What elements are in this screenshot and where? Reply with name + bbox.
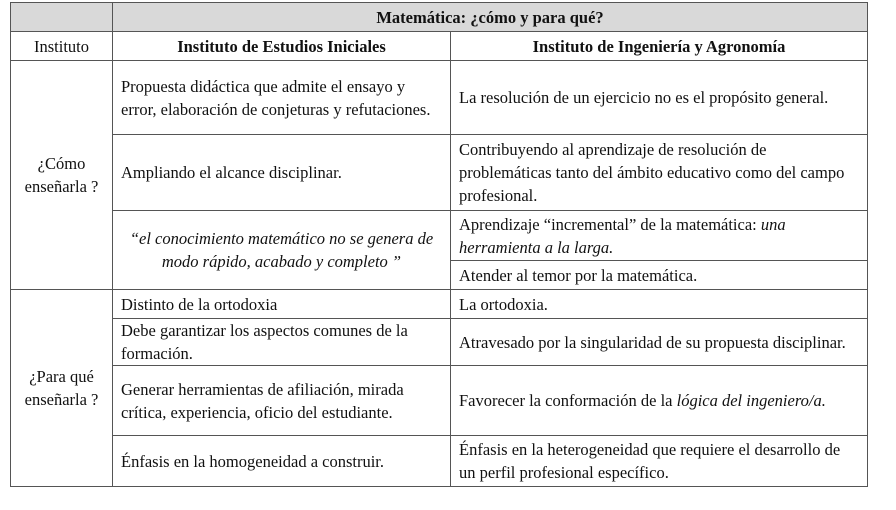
cell-para-4-col1: Énfasis en la homogeneidad a construir. — [113, 436, 451, 487]
cell-como-3-col2-italic: una herramienta a la larga. — [459, 214, 786, 257]
cell-como-2-col2: Contribuyendo al aprendizaje de resolución de problemáticas tanto del ámbito educativo como del campo profesional. — [451, 135, 868, 211]
col-header-estudios-iniciales: Instituto de Estudios Iniciales — [113, 32, 451, 61]
cell-para-2-col1: Debe garantizar los aspectos comunes de la formación. — [113, 319, 451, 366]
col-header-ingenieria-agronomia: Instituto de Ingeniería y Agronomía — [451, 32, 868, 61]
table-title: Matemática: ¿cómo y para qué? — [113, 3, 868, 32]
cell-como-3-col1: “el conocimiento matemático no se genera de modo rápido, acabado y completo ” — [113, 211, 451, 290]
cell-para-1-col1: Distinto de la ortodoxia — [113, 290, 451, 319]
cell-para-4-col2: Énfasis en la heterogeneidad que requiere el desarrollo de un perfil profesional específico. — [451, 436, 868, 487]
row-label-como: ¿Cómo enseñarla ? — [11, 61, 113, 290]
cell-como-1-col1: Propuesta didáctica que admite el ensayo y error, elaboración de conjeturas y refutaciones. — [113, 61, 451, 135]
cell-como-4-col2: Atender al temor por la matemática. — [451, 261, 868, 290]
cell-para-1-col2: La ortodoxia. — [451, 290, 868, 319]
corner-cell — [11, 3, 113, 32]
row-label-para: ¿Para qué enseñarla ? — [11, 290, 113, 487]
cell-para-2-col2: Atravesado por la singularidad de su propuesta disciplinar. — [451, 319, 868, 366]
cell-como-2-col1: Ampliando el alcance disciplinar. — [113, 135, 451, 211]
cell-como-3-col2-plain: Aprendizaje “incremental” de la matemática: — [459, 214, 761, 234]
col-label-instituto: Instituto — [11, 32, 113, 61]
cell-para-3-col2 — [451, 366, 868, 436]
cell-como-1-col2: La resolución de un ejercicio no es el propósito general. — [451, 61, 868, 135]
cell-como-3-col2 — [451, 211, 868, 261]
cell-para-3-col1: Generar herramientas de afiliación, mirada crítica, experiencia, oficio del estudiante. — [113, 366, 451, 436]
cell-para-3-col2-plain: Favorecer la conformación de la — [459, 391, 677, 410]
cell-para-3-col2-italic: lógica del ingeniero/a. — [676, 391, 826, 410]
comparison-table — [10, 2, 868, 487]
